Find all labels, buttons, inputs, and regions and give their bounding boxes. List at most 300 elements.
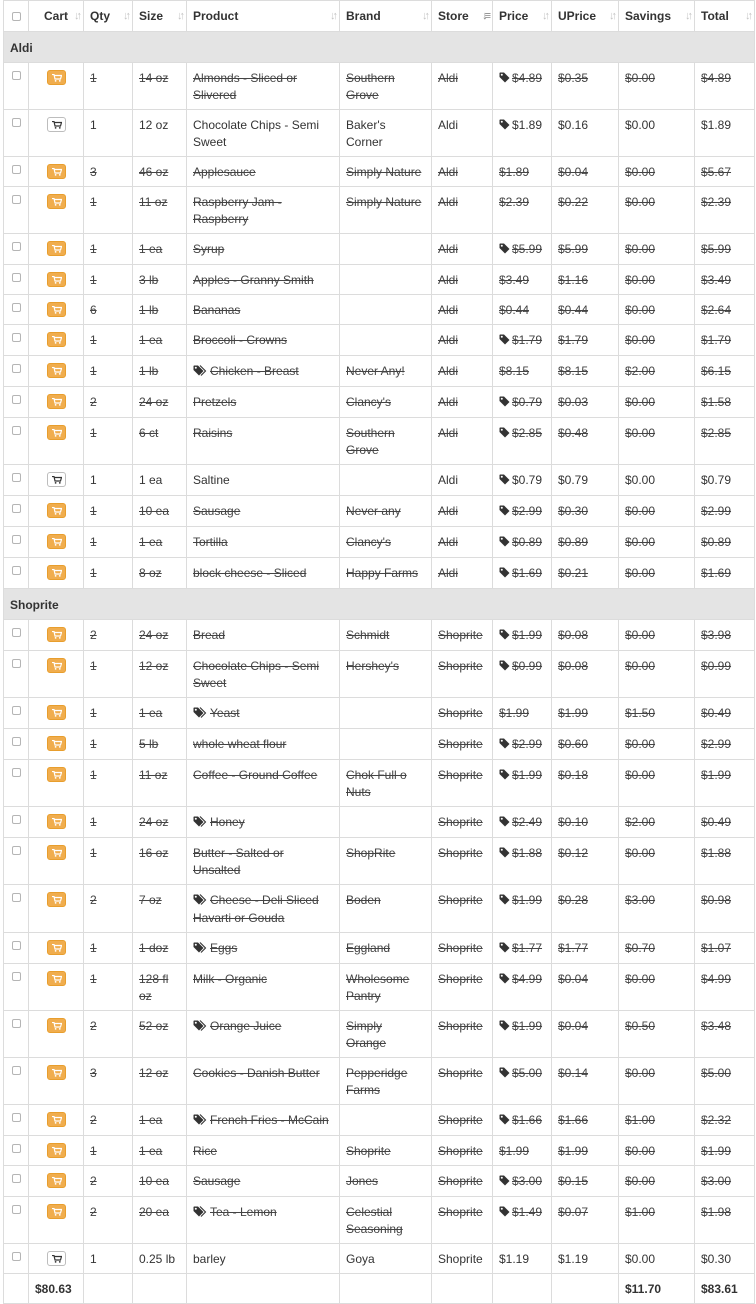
qty-cell[interactable]: 2 [84, 1011, 133, 1058]
product-cell[interactable] [187, 157, 340, 187]
column-header-cart[interactable] [29, 1, 84, 32]
store-cell[interactable]: Shoprite [432, 1166, 493, 1197]
row-checkbox[interactable] [12, 815, 21, 824]
price-cell[interactable] [493, 63, 552, 110]
cart-toggle-button[interactable] [47, 1112, 66, 1127]
qty-cell[interactable]: 1 [84, 234, 133, 265]
row-checkbox[interactable] [12, 364, 21, 373]
sort-icon[interactable]: ↓↑ [685, 10, 690, 22]
size-cell[interactable]: 1 ea [133, 234, 187, 265]
size-cell[interactable]: 8 oz [133, 558, 187, 589]
size-cell[interactable]: 24 oz [133, 807, 187, 838]
product-cell[interactable] [187, 651, 340, 698]
row-checkbox[interactable] [12, 473, 21, 482]
size-cell[interactable]: 12 oz [133, 110, 187, 157]
qty-cell[interactable]: 2 [84, 620, 133, 651]
row-checkbox[interactable] [12, 737, 21, 746]
store-cell[interactable]: Shoprite [432, 1058, 493, 1105]
product-cell[interactable] [187, 325, 340, 356]
brand-cell[interactable] [340, 1105, 432, 1136]
column-header-savings[interactable] [619, 1, 695, 32]
store-cell[interactable]: Shoprite [432, 1105, 493, 1136]
table-row[interactable] [4, 1244, 755, 1274]
product-cell[interactable] [187, 729, 340, 760]
brand-cell[interactable]: Southern Grove [340, 418, 432, 465]
column-header-store[interactable] [432, 1, 493, 32]
price-cell[interactable] [493, 807, 552, 838]
cart-toggle-button[interactable] [47, 1018, 66, 1033]
size-cell[interactable]: 10 ea [133, 1166, 187, 1197]
qty-cell[interactable]: 1 [84, 110, 133, 157]
price-cell[interactable] [493, 760, 552, 807]
brand-cell[interactable]: Chok Full o Nuts [340, 760, 432, 807]
qty-cell[interactable]: 2 [84, 1105, 133, 1136]
table-row[interactable] [4, 265, 755, 295]
table-row[interactable] [4, 698, 755, 729]
brand-cell[interactable]: Never any [340, 496, 432, 527]
brand-cell[interactable]: Simply Nature [340, 187, 432, 234]
row-checkbox[interactable] [12, 566, 21, 575]
product-cell[interactable] [187, 933, 340, 964]
product-cell[interactable] [187, 187, 340, 234]
product-cell[interactable] [187, 465, 340, 496]
brand-cell[interactable]: Eggland [340, 933, 432, 964]
qty-cell[interactable]: 1 [84, 418, 133, 465]
size-cell[interactable]: 1 ea [133, 325, 187, 356]
product-cell[interactable] [187, 698, 340, 729]
qty-cell[interactable]: 1 [84, 325, 133, 356]
product-cell[interactable] [187, 527, 340, 558]
cart-toggle-button[interactable] [47, 472, 66, 487]
store-cell[interactable]: Shoprite [432, 933, 493, 964]
column-header-size[interactable] [133, 1, 187, 32]
sort-icon[interactable]: ↓↑ [177, 10, 182, 22]
row-checkbox[interactable] [12, 1252, 21, 1261]
column-header-qty[interactable] [84, 1, 133, 32]
store-cell[interactable]: Aldi [432, 110, 493, 157]
qty-cell[interactable]: 1 [84, 933, 133, 964]
price-cell[interactable] [493, 1166, 552, 1197]
price-cell[interactable] [493, 933, 552, 964]
store-cell[interactable]: Aldi [432, 558, 493, 589]
brand-cell[interactable]: ShopRite [340, 838, 432, 885]
sort-icon[interactable]: ↓↑ [609, 10, 614, 22]
table-row[interactable] [4, 234, 755, 265]
price-cell[interactable] [493, 729, 552, 760]
size-cell[interactable]: 24 oz [133, 387, 187, 418]
store-cell[interactable]: Shoprite [432, 620, 493, 651]
store-cell[interactable]: Aldi [432, 63, 493, 110]
store-cell[interactable]: Shoprite [432, 760, 493, 807]
brand-cell[interactable]: Wholesome Pantry [340, 964, 432, 1011]
table-row[interactable] [4, 964, 755, 1011]
row-checkbox[interactable] [12, 893, 21, 902]
size-cell[interactable]: 12 oz [133, 651, 187, 698]
store-cell[interactable]: Aldi [432, 527, 493, 558]
row-checkbox[interactable] [12, 1066, 21, 1075]
price-cell[interactable] [493, 1058, 552, 1105]
column-header-brand[interactable] [340, 1, 432, 32]
brand-cell[interactable] [340, 807, 432, 838]
qty-cell[interactable]: 1 [84, 651, 133, 698]
store-cell[interactable]: Shoprite [432, 1197, 493, 1244]
qty-cell[interactable]: 2 [84, 387, 133, 418]
price-cell[interactable] [493, 651, 552, 698]
product-cell[interactable] [187, 1058, 340, 1105]
sort-icon[interactable]: ↓↑ [123, 10, 128, 22]
store-cell[interactable]: Aldi [432, 325, 493, 356]
table-row[interactable] [4, 760, 755, 807]
qty-cell[interactable]: 1 [84, 964, 133, 1011]
product-cell[interactable] [187, 1166, 340, 1197]
column-header-uprice[interactable] [552, 1, 619, 32]
brand-cell[interactable] [340, 729, 432, 760]
size-cell[interactable]: 1 lb [133, 356, 187, 387]
price-cell[interactable] [493, 1105, 552, 1136]
qty-cell[interactable]: 1 [84, 698, 133, 729]
store-cell[interactable]: Shoprite [432, 807, 493, 838]
product-cell[interactable] [187, 1136, 340, 1166]
store-cell[interactable]: Aldi [432, 187, 493, 234]
product-cell[interactable] [187, 295, 340, 325]
select-all-checkbox[interactable] [12, 12, 21, 21]
brand-cell[interactable]: Clancy's [340, 387, 432, 418]
qty-cell[interactable]: 1 [84, 1244, 133, 1274]
cart-toggle-button[interactable] [47, 363, 66, 378]
brand-cell[interactable]: Hershey's [340, 651, 432, 698]
select-all-header[interactable] [4, 1, 29, 32]
row-checkbox[interactable] [12, 333, 21, 342]
product-cell[interactable] [187, 418, 340, 465]
product-cell[interactable] [187, 885, 340, 933]
qty-cell[interactable]: 2 [84, 1166, 133, 1197]
store-cell[interactable]: Shoprite [432, 729, 493, 760]
brand-cell[interactable]: Goya [340, 1244, 432, 1274]
price-cell[interactable] [493, 418, 552, 465]
price-cell[interactable] [493, 187, 552, 234]
qty-cell[interactable]: 1 [84, 63, 133, 110]
row-checkbox[interactable] [12, 659, 21, 668]
size-cell[interactable]: 1 lb [133, 295, 187, 325]
size-cell[interactable]: 1 ea [133, 1105, 187, 1136]
price-cell[interactable] [493, 964, 552, 1011]
price-cell[interactable] [493, 356, 552, 387]
price-cell[interactable] [493, 527, 552, 558]
store-cell[interactable]: Shoprite [432, 698, 493, 729]
cart-toggle-button[interactable] [47, 164, 66, 179]
size-cell[interactable]: 11 oz [133, 760, 187, 807]
row-checkbox[interactable] [12, 768, 21, 777]
row-checkbox[interactable] [12, 1205, 21, 1214]
product-cell[interactable] [187, 356, 340, 387]
store-cell[interactable]: Aldi [432, 356, 493, 387]
price-cell[interactable] [493, 234, 552, 265]
sort-icon[interactable]: ↓↑ [330, 10, 335, 22]
store-cell[interactable]: Shoprite [432, 1136, 493, 1166]
row-checkbox[interactable] [12, 71, 21, 80]
column-header-product[interactable] [187, 1, 340, 32]
table-row[interactable] [4, 157, 755, 187]
size-cell[interactable]: 7 oz [133, 885, 187, 933]
qty-cell[interactable]: 1 [84, 496, 133, 527]
size-cell[interactable]: 1 ea [133, 1136, 187, 1166]
row-checkbox[interactable] [12, 1019, 21, 1028]
price-cell[interactable] [493, 1197, 552, 1244]
cart-toggle-button[interactable] [47, 845, 66, 860]
brand-cell[interactable]: Clancy's [340, 527, 432, 558]
price-cell[interactable] [493, 325, 552, 356]
store-cell[interactable]: Aldi [432, 234, 493, 265]
cart-toggle-button[interactable] [47, 1173, 66, 1188]
price-cell[interactable] [493, 496, 552, 527]
cart-toggle-button[interactable] [47, 302, 66, 317]
size-cell[interactable]: 0.25 lb [133, 1244, 187, 1274]
qty-cell[interactable]: 1 [84, 527, 133, 558]
brand-cell[interactable]: Never Any! [340, 356, 432, 387]
product-cell[interactable] [187, 387, 340, 418]
table-row[interactable] [4, 1105, 755, 1136]
cart-toggle-button[interactable] [47, 332, 66, 347]
cart-toggle-button[interactable] [47, 940, 66, 955]
size-cell[interactable]: 10 ea [133, 496, 187, 527]
product-cell[interactable] [187, 620, 340, 651]
row-checkbox[interactable] [12, 628, 21, 637]
column-header-total[interactable] [695, 1, 755, 32]
brand-cell[interactable]: Jones [340, 1166, 432, 1197]
qty-cell[interactable]: 1 [84, 807, 133, 838]
qty-cell[interactable]: 1 [84, 265, 133, 295]
row-checkbox[interactable] [12, 1113, 21, 1122]
brand-cell[interactable]: Southern Grove [340, 63, 432, 110]
product-cell[interactable] [187, 807, 340, 838]
size-cell[interactable]: 1 ea [133, 527, 187, 558]
qty-cell[interactable]: 3 [84, 1058, 133, 1105]
size-cell[interactable]: 52 oz [133, 1011, 187, 1058]
table-row[interactable] [4, 527, 755, 558]
brand-cell[interactable]: Baker's Corner [340, 110, 432, 157]
qty-cell[interactable]: 6 [84, 295, 133, 325]
brand-cell[interactable] [340, 698, 432, 729]
row-checkbox[interactable] [12, 941, 21, 950]
store-cell[interactable]: Shoprite [432, 1244, 493, 1274]
table-row[interactable] [4, 187, 755, 234]
table-row[interactable] [4, 418, 755, 465]
store-cell[interactable]: Aldi [432, 295, 493, 325]
cart-toggle-button[interactable] [47, 241, 66, 256]
row-checkbox[interactable] [12, 1174, 21, 1183]
cart-toggle-button[interactable] [47, 658, 66, 673]
product-cell[interactable] [187, 110, 340, 157]
store-cell[interactable]: Shoprite [432, 885, 493, 933]
brand-cell[interactable]: Schmidt [340, 620, 432, 651]
table-row[interactable] [4, 729, 755, 760]
table-row[interactable] [4, 465, 755, 496]
brand-cell[interactable]: Simply Orange [340, 1011, 432, 1058]
price-cell[interactable] [493, 698, 552, 729]
price-cell[interactable] [493, 265, 552, 295]
sort-ascending-icon[interactable]: ↓≡ [482, 10, 488, 22]
table-row[interactable] [4, 620, 755, 651]
size-cell[interactable]: 24 oz [133, 620, 187, 651]
price-cell[interactable] [493, 157, 552, 187]
row-checkbox[interactable] [12, 504, 21, 513]
cart-toggle-button[interactable] [47, 736, 66, 751]
product-cell[interactable] [187, 265, 340, 295]
price-cell[interactable] [493, 885, 552, 933]
store-cell[interactable]: Shoprite [432, 1011, 493, 1058]
brand-cell[interactable] [340, 465, 432, 496]
size-cell[interactable]: 1 ea [133, 465, 187, 496]
table-row[interactable] [4, 885, 755, 933]
brand-cell[interactable] [340, 325, 432, 356]
product-cell[interactable] [187, 234, 340, 265]
store-cell[interactable]: Aldi [432, 496, 493, 527]
table-row[interactable] [4, 933, 755, 964]
brand-cell[interactable] [340, 234, 432, 265]
price-cell[interactable] [493, 387, 552, 418]
table-row[interactable] [4, 558, 755, 589]
cart-toggle-button[interactable] [47, 394, 66, 409]
product-cell[interactable] [187, 496, 340, 527]
size-cell[interactable]: 14 oz [133, 63, 187, 110]
product-cell[interactable] [187, 558, 340, 589]
table-row[interactable] [4, 496, 755, 527]
qty-cell[interactable]: 2 [84, 1197, 133, 1244]
row-checkbox[interactable] [12, 846, 21, 855]
brand-cell[interactable]: Shoprite [340, 1136, 432, 1166]
cart-toggle-button[interactable] [47, 971, 66, 986]
size-cell[interactable]: 12 oz [133, 1058, 187, 1105]
brand-cell[interactable]: Happy Farms [340, 558, 432, 589]
table-row[interactable] [4, 356, 755, 387]
price-cell[interactable] [493, 1136, 552, 1166]
qty-cell[interactable]: 2 [84, 885, 133, 933]
row-checkbox[interactable] [12, 195, 21, 204]
price-cell[interactable] [493, 110, 552, 157]
product-cell[interactable] [187, 1244, 340, 1274]
qty-cell[interactable]: 3 [84, 157, 133, 187]
size-cell[interactable]: 128 fl oz [133, 964, 187, 1011]
cart-toggle-button[interactable] [47, 1143, 66, 1158]
table-row[interactable] [4, 110, 755, 157]
product-cell[interactable] [187, 760, 340, 807]
price-cell[interactable] [493, 1244, 552, 1274]
cart-toggle-button[interactable] [47, 565, 66, 580]
qty-cell[interactable]: 1 [84, 465, 133, 496]
brand-cell[interactable] [340, 265, 432, 295]
table-row[interactable] [4, 325, 755, 356]
size-cell[interactable]: 1 ea [133, 698, 187, 729]
cart-toggle-button[interactable] [47, 425, 66, 440]
cart-toggle-button[interactable] [47, 814, 66, 829]
store-cell[interactable]: Aldi [432, 387, 493, 418]
size-cell[interactable]: 1 doz [133, 933, 187, 964]
size-cell[interactable]: 3 lb [133, 265, 187, 295]
sort-icon[interactable]: ↓↑ [422, 10, 427, 22]
qty-cell[interactable]: 1 [84, 760, 133, 807]
store-cell[interactable]: Shoprite [432, 964, 493, 1011]
price-cell[interactable] [493, 558, 552, 589]
sort-icon[interactable]: ↓↑ [745, 10, 750, 22]
cart-toggle-button[interactable] [47, 117, 66, 132]
qty-cell[interactable]: 1 [84, 356, 133, 387]
brand-cell[interactable]: Boden [340, 885, 432, 933]
row-checkbox[interactable] [12, 706, 21, 715]
row-checkbox[interactable] [12, 535, 21, 544]
row-checkbox[interactable] [12, 972, 21, 981]
cart-toggle-button[interactable] [47, 1204, 66, 1219]
cart-toggle-button[interactable] [47, 534, 66, 549]
cart-toggle-button[interactable] [47, 194, 66, 209]
sort-icon[interactable]: ↓↑ [542, 10, 547, 22]
qty-cell[interactable]: 1 [84, 838, 133, 885]
store-cell[interactable]: Aldi [432, 157, 493, 187]
cart-toggle-button[interactable] [47, 1251, 66, 1266]
row-checkbox[interactable] [12, 118, 21, 127]
product-cell[interactable] [187, 63, 340, 110]
size-cell[interactable]: 16 oz [133, 838, 187, 885]
store-cell[interactable]: Shoprite [432, 651, 493, 698]
cart-toggle-button[interactable] [47, 892, 66, 907]
table-row[interactable] [4, 807, 755, 838]
product-cell[interactable] [187, 1011, 340, 1058]
qty-cell[interactable]: 1 [84, 187, 133, 234]
table-row[interactable] [4, 651, 755, 698]
table-row[interactable] [4, 1058, 755, 1105]
row-checkbox[interactable] [12, 165, 21, 174]
brand-cell[interactable]: Celestial Seasoning [340, 1197, 432, 1244]
price-cell[interactable] [493, 1011, 552, 1058]
table-row[interactable] [4, 1136, 755, 1166]
row-checkbox[interactable] [12, 303, 21, 312]
product-cell[interactable] [187, 1105, 340, 1136]
size-cell[interactable]: 6 ct [133, 418, 187, 465]
cart-toggle-button[interactable] [47, 70, 66, 85]
size-cell[interactable]: 11 oz [133, 187, 187, 234]
cart-toggle-button[interactable] [47, 627, 66, 642]
product-cell[interactable] [187, 1197, 340, 1244]
store-cell[interactable]: Aldi [432, 465, 493, 496]
size-cell[interactable]: 20 ea [133, 1197, 187, 1244]
brand-cell[interactable] [340, 295, 432, 325]
qty-cell[interactable]: 1 [84, 1136, 133, 1166]
row-checkbox[interactable] [12, 1144, 21, 1153]
table-row[interactable] [4, 63, 755, 110]
row-checkbox[interactable] [12, 426, 21, 435]
qty-cell[interactable]: 1 [84, 729, 133, 760]
size-cell[interactable]: 46 oz [133, 157, 187, 187]
table-row[interactable] [4, 295, 755, 325]
brand-cell[interactable]: Simply Nature [340, 157, 432, 187]
cart-toggle-button[interactable] [47, 1065, 66, 1080]
store-cell[interactable]: Aldi [432, 265, 493, 295]
table-row[interactable] [4, 1011, 755, 1058]
price-cell[interactable] [493, 465, 552, 496]
product-cell[interactable] [187, 838, 340, 885]
cart-toggle-button[interactable] [47, 503, 66, 518]
table-row[interactable] [4, 1197, 755, 1244]
row-checkbox[interactable] [12, 273, 21, 282]
price-cell[interactable] [493, 295, 552, 325]
product-cell[interactable] [187, 964, 340, 1011]
brand-cell[interactable]: Pepperidge Farms [340, 1058, 432, 1105]
price-cell[interactable] [493, 838, 552, 885]
column-header-price[interactable] [493, 1, 552, 32]
table-row[interactable] [4, 838, 755, 885]
row-checkbox[interactable] [12, 395, 21, 404]
size-cell[interactable]: 5 lb [133, 729, 187, 760]
sort-icon[interactable]: ↓↑ [74, 10, 79, 22]
